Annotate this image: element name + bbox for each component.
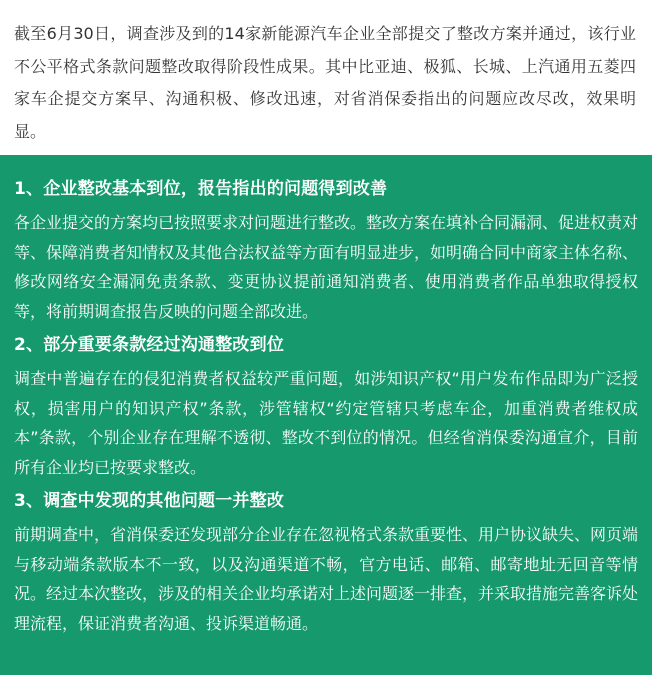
section-body: 各企业提交的方案均已按照要求对问题进行整改。整改方案在填补合同漏洞、促进权责对等、保障消费者知情权及其他合法权益等方面有明显进步，如明确合同中商家主体名称、修改网络安全漏洞免责条款、变更协议提前通知消费者、使用消费者作品单独取得授权等，将前期调查报告反映的问题全部改进。 — [14, 213, 639, 321]
summary-panel — [0, 155, 652, 675]
section-2 — [14, 332, 638, 482]
section-1 — [14, 176, 638, 326]
section-heading: 1、企业整改基本到位，报告指出的问题得到改善 — [14, 179, 388, 199]
section-body: 前期调查中，省消保委还发现部分企业存在忽视格式条款重要性、用户协议缺失、网页端与移动端条款版本不一致，以及沟通渠道不畅，官方电话、邮箱、邮寄地址无回音等情况。经过本次整改，涉及的相关企业均承诺对上述问题逐一排查，并采取措施完善客诉处理流程，保证消费者沟通、投诉渠道畅通。 — [14, 525, 639, 633]
section-heading: 2、部分重要条款经过沟通整改到位 — [14, 335, 285, 355]
section-body: 调查中普遍存在的侵犯消费者权益较严重问题，如涉知识产权“用户发布作品即为广泛授权，损害用户的知识产权”条款，涉管辖权“约定管辖只考虑车企，加重消费者维权成本”条款，个别企业存在理解不透彻、整改不到位的情况。但经省消保委沟通宣介，目前所有企业均已按要求整改。 — [14, 369, 638, 477]
section-heading: 3、调查中发现的其他问题一并整改 — [14, 491, 285, 511]
section-3 — [14, 488, 638, 638]
intro-paragraph: 截至6月30日，调查涉及到的14家新能源汽车企业全部提交了整改方案并通过，该行业不公平格式条款问题整改取得阶段性成果。其中比亚迪、极狐、长城、上汽通用五菱四家车企提交方案早、沟通积极、修改迅速，对省消保委指出的问题应改尽改，效果明显。 — [0, 0, 652, 155]
